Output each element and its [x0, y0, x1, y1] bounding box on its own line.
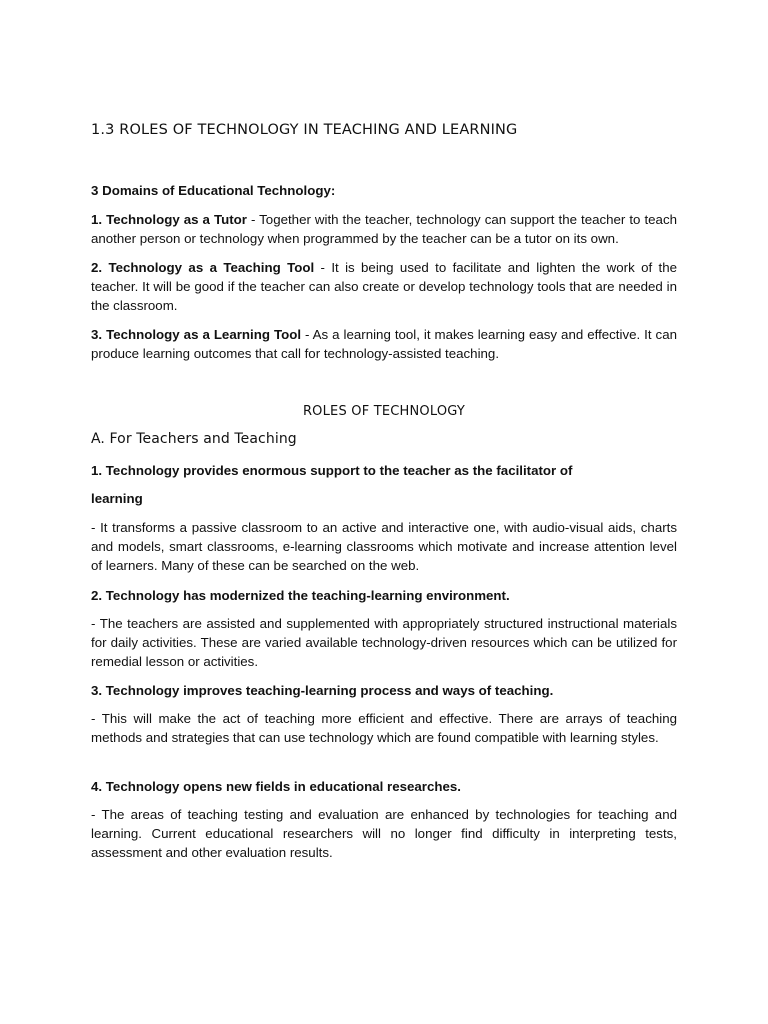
role-2-title: 2. Technology has modernized the teaching-learning environment. — [91, 588, 510, 603]
document-page — [91, 0, 677, 1024]
domain-item-teaching-tool — [91, 258, 677, 315]
domain-item-tutor — [91, 210, 677, 248]
role-1-body: - It transforms a passive classroom to an active and interactive one, with audio-visual aids, charts and models, smart classrooms, e-learning classrooms which motivate and increase attention level of learners. Many of these can be searched on the web. — [91, 520, 677, 573]
role-3-title-text: 3. Technology improves teaching-learning process and ways of teaching — [91, 683, 550, 698]
role-1-title-line2: learning — [91, 491, 143, 506]
domain-item-label: 1. Technology as a Tutor — [91, 212, 247, 227]
role-4-body: - The areas of teaching testing and evaluation are enhanced by technologies for teaching and learning. Current educational researchers will no longer find difficulty in interpreting tests, assessment and other evaluation results. — [91, 807, 677, 860]
role-3-title — [91, 681, 553, 700]
domain-item-text: - As a learning tool, it makes learning easy and effective. It can produce learning outcomes that call for technology-assisted teaching. — [91, 327, 677, 361]
role-3-body: - This will make the act of teaching more efficient and effective. There are arrays of teaching methods and strategies that can use technology which are found compatible with learning styles. — [91, 711, 677, 745]
role-4-title: 4. Technology opens new fields in educational researches. — [91, 779, 461, 794]
domain-item-text: - It is being used to facilitate and lighten the work of the teacher. It will be good if the teacher can also create or develop technology tools that are needed in the classroom. — [91, 260, 678, 313]
role-2-body: - The teachers are assisted and supplemented with appropriately structured instructional materials for daily activities. These are varied available technology-driven resources which can be utilized for remedial lesson or activities. — [91, 616, 677, 669]
role-3-title-suffix: . — [549, 683, 554, 698]
domain-item-text: - Together with the teacher, technology can support the teacher to teach another person or technology when programmed by the teacher can be a tutor on its own. — [91, 212, 677, 246]
domains-title: 3 Domains of Educational Technology: — [91, 183, 336, 198]
domain-item-label: 3. Technology as a Learning Tool — [91, 327, 302, 342]
roles-heading: ROLES OF TECHNOLOGY — [302, 404, 466, 419]
section-a-heading: A. For Teachers and Teaching — [91, 431, 297, 447]
domain-item-label: 2. Technology as a Teaching Tool — [91, 260, 315, 275]
main-heading: 1.3 ROLES OF TECHNOLOGY IN TEACHING AND LEARNING — [91, 122, 518, 138]
role-1-title-line1: 1. Technology provides enormous support to the teacher as the facilitator of — [91, 463, 573, 478]
domain-item-learning-tool — [91, 325, 677, 363]
